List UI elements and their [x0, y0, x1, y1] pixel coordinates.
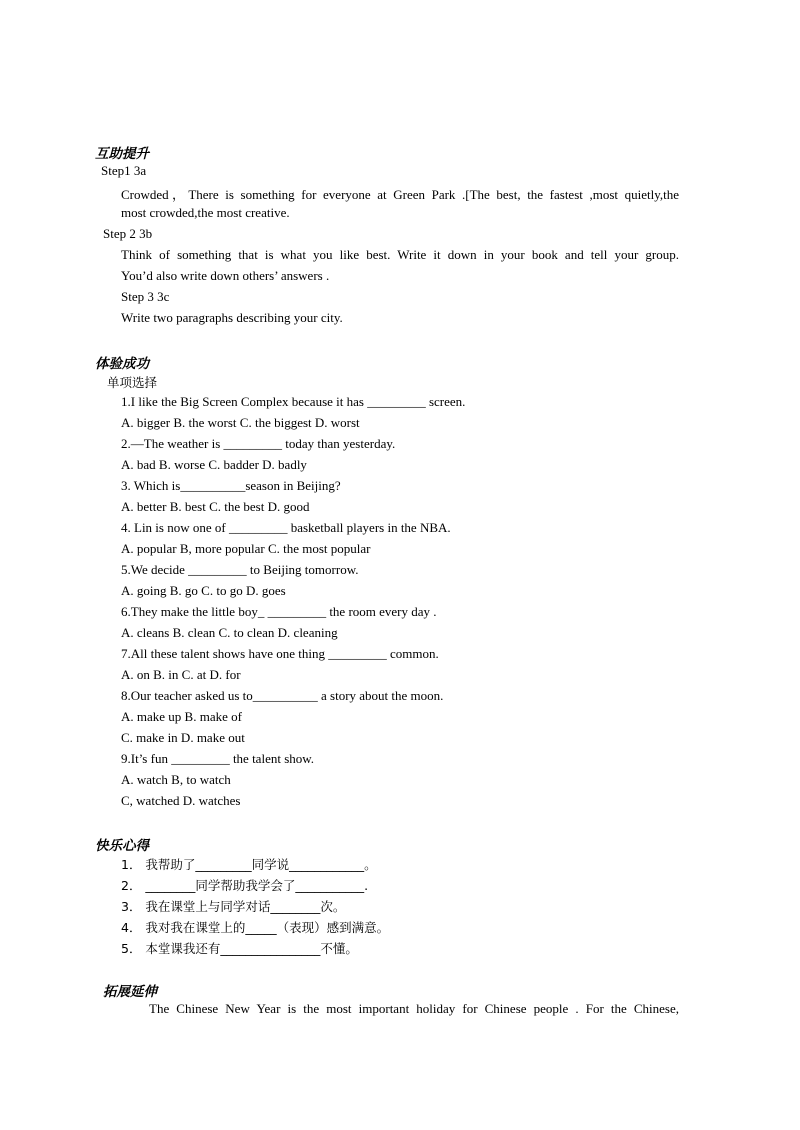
option-line: A. on B. in C. at D. for: [121, 667, 241, 682]
step1-label: Step1 3a: [101, 163, 147, 178]
option-line: A. going B. go C. to go D. goes: [121, 583, 286, 598]
extension-text-line1: The Chinese New Year is the most important holiday for Chinese people . For the Chinese,: [149, 1001, 679, 1016]
reflection-line: 3． 我在课堂上与同学对话________次。: [121, 899, 346, 914]
option-line: A. watch B, to watch: [121, 772, 231, 787]
question-line: 1.I like the Big Screen Complex because it has _________ screen.: [121, 394, 466, 409]
option-line: C. make in D. make out: [121, 730, 245, 745]
question-line: 8.Our teacher asked us to__________ a story about the moon.: [121, 688, 444, 703]
question-line: 2.—The weather is _________ today than yesterday.: [121, 436, 396, 451]
step2-text-line2: You’d also write down others’ answers .: [121, 268, 330, 283]
question-line: 9.It’s fun _________ the talent show.: [121, 751, 315, 766]
section-heading-happy-gains: 快乐心得: [95, 838, 149, 854]
section-heading-experience-success: 体验成功: [95, 356, 149, 372]
reflection-line: 1． 我帮助了_________同学说____________。: [121, 857, 377, 872]
option-line: A. make up B. make of: [121, 709, 242, 724]
step3-text-line1: Write two paragraphs describing your city.: [121, 310, 343, 325]
section-heading-extension: 拓展延伸: [103, 984, 157, 1000]
step1-text-line2: most crowded,the most creative.: [121, 205, 290, 220]
option-line: A. cleans B. clean C. to clean D. cleaning: [121, 625, 338, 640]
reflection-line: 4． 我对我在课堂上的_____（表现）感到满意。: [121, 920, 390, 935]
step3-label: Step 3 3c: [121, 289, 170, 304]
reflection-line: 2． ________同学帮助我学会了___________.: [121, 878, 369, 893]
option-line: A. bigger B. the worst C. the biggest D. worst: [121, 415, 360, 430]
question-line: 4. Lin is now one of _________ basketball players in the NBA.: [121, 520, 451, 535]
step2-text-line1: Think of something that is what you like best. Write it down in your book and tell your group.: [121, 247, 679, 262]
question-line: 7.All these talent shows have one thing _________ common.: [121, 646, 439, 661]
step1-text-line1: Crowded，There is something for everyone at Green Park .[The best, the fastest ,most quietly,the: [121, 187, 679, 202]
option-line: A. bad B. worse C. badder D. badly: [121, 457, 307, 472]
option-line: A. better B. best C. the best D. good: [121, 499, 310, 514]
subheading-single-choice: 单项选择: [107, 375, 158, 390]
question-line: 3. Which is__________season in Beijing?: [121, 478, 341, 493]
option-line: C, watched D. watches: [121, 793, 241, 808]
question-line: 5.We decide _________ to Beijing tomorrow.: [121, 562, 359, 577]
section-heading-mutual-help: 互助提升: [95, 146, 149, 162]
step2-label: Step 2 3b: [103, 226, 153, 241]
reflection-line: 5． 本堂课我还有________________不懂。: [121, 941, 358, 956]
question-line: 6.They make the little boy_ _________ the room every day .: [121, 604, 437, 619]
option-line: A. popular B, more popular C. the most popular: [121, 541, 371, 556]
